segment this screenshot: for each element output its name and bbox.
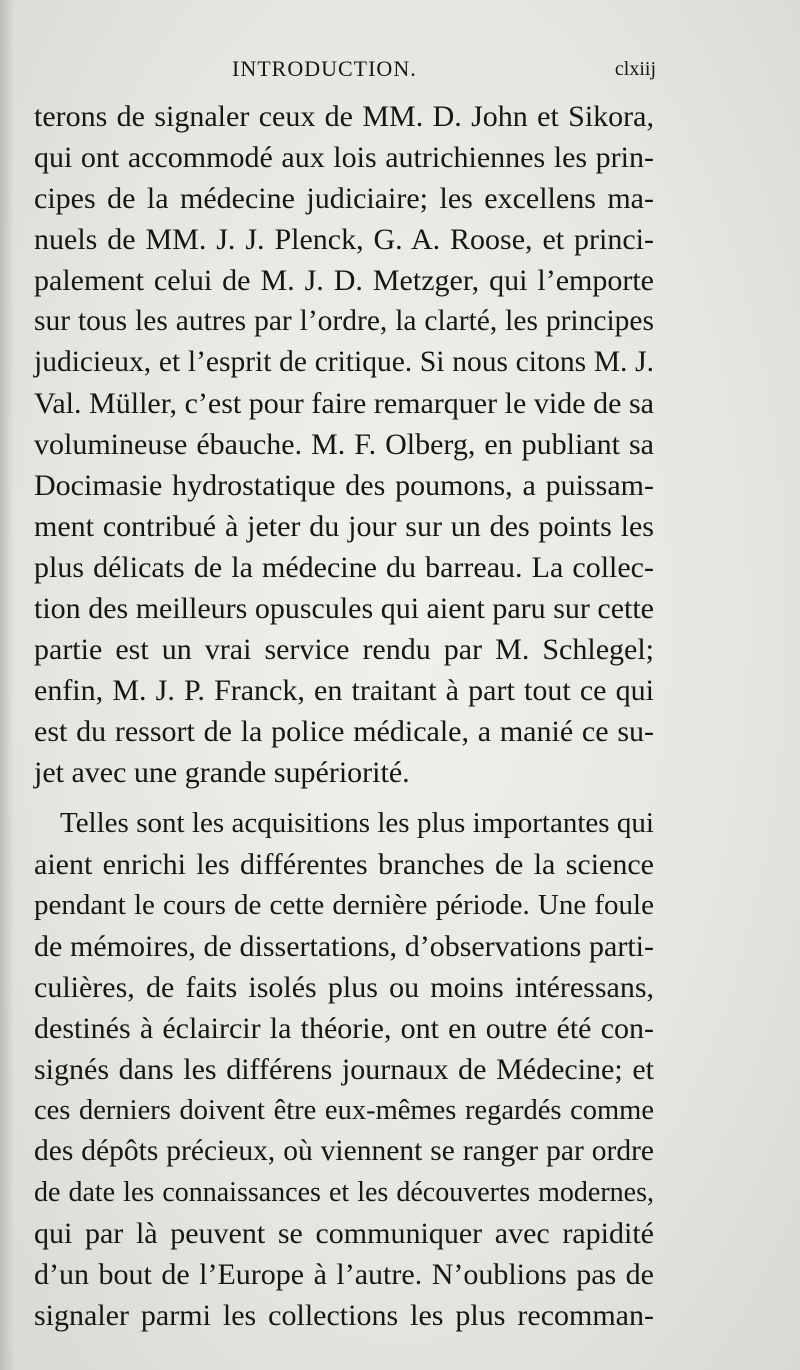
text-line: signaler parmi les collections les plus recomman- xyxy=(34,1299,654,1332)
paragraph-2 xyxy=(34,803,654,1336)
text-line: palement celui de M. J. D. Metzger, qui l’emporte xyxy=(34,264,654,297)
text-line: de date les connaissances et les découvertes modernes, xyxy=(34,1177,654,1208)
text-line: ces derniers doivent être eux-mêmes regardés comme xyxy=(34,1095,654,1126)
text-line: destinés à éclaircir la théorie, ont en outre été con- xyxy=(34,1012,654,1045)
body-text xyxy=(34,96,654,1336)
text-line: est du ressort de la police médicale, a manié ce su- xyxy=(34,715,654,748)
text-line: pendant le cours de cette dernière période. Une foule xyxy=(34,889,654,921)
text-line: tion des meilleurs opuscules qui aient paru sur cette xyxy=(34,592,654,625)
text-line: d’un bout de l’Europe à l’autre. N’oublions pas de xyxy=(34,1258,654,1291)
running-head xyxy=(36,52,656,92)
text-line: de mémoires, de dissertations, d’observations parti- xyxy=(34,930,654,963)
text-line: judicieux, et l’esprit de critique. Si nous citons M. J. xyxy=(34,346,654,378)
text-line: enfin, M. J. P. Franck, en traitant à part tout ce qui xyxy=(34,674,654,707)
text-line: ment contribué à jeter du jour sur un des points les xyxy=(34,510,654,543)
text-line: signés dans les différens journaux de Médecine; et xyxy=(34,1053,654,1086)
page-gutter-shadow xyxy=(0,0,14,1370)
text-line: plus délicats de la médecine du barreau. La collec- xyxy=(34,551,654,584)
text-line: nuels de MM. J. J. Plenck, G. A. Roose, et princi- xyxy=(34,223,654,256)
text-line: jet avec une grande supériorité. xyxy=(34,756,410,789)
page-number: clxiij xyxy=(614,58,656,80)
text-line: des dépôts précieux, où viennent se ranger par ordre xyxy=(34,1135,654,1167)
paragraph-gap xyxy=(34,793,654,803)
text-line: culières, de faits isolés plus ou moins intéressans, xyxy=(34,971,654,1004)
text-line: aient enrichi les différentes branches de la science xyxy=(34,848,654,881)
text-line: sur tous les autres par l’ordre, la clarté, les principes xyxy=(34,305,654,337)
text-line: cipes de la médecine judiciaire; les excellens ma- xyxy=(34,182,654,215)
text-line: Telles sont les acquisitions les plus importantes qui xyxy=(60,807,654,839)
text-line: volumineuse ébauche. M. F. Olberg, en publiant sa xyxy=(34,428,654,461)
text-line: Val. Müller, c’est pour faire remarquer le vide de sa xyxy=(34,387,654,420)
text-line: terons de signaler ceux de MM. D. John et Sikora, xyxy=(34,100,654,133)
paragraph-1 xyxy=(34,96,654,793)
text-line: Docimasie hydrostatique des poumons, a puissam- xyxy=(34,469,654,502)
text-line: partie est un vrai service rendu par M. Schlegel; xyxy=(34,633,654,666)
running-title: INTRODUCTION. xyxy=(232,56,417,81)
text-line: qui ont accommodé aux lois autrichiennes les prin- xyxy=(34,141,654,174)
text-line: qui par là peuvent se communiquer avec rapidité xyxy=(34,1217,654,1250)
